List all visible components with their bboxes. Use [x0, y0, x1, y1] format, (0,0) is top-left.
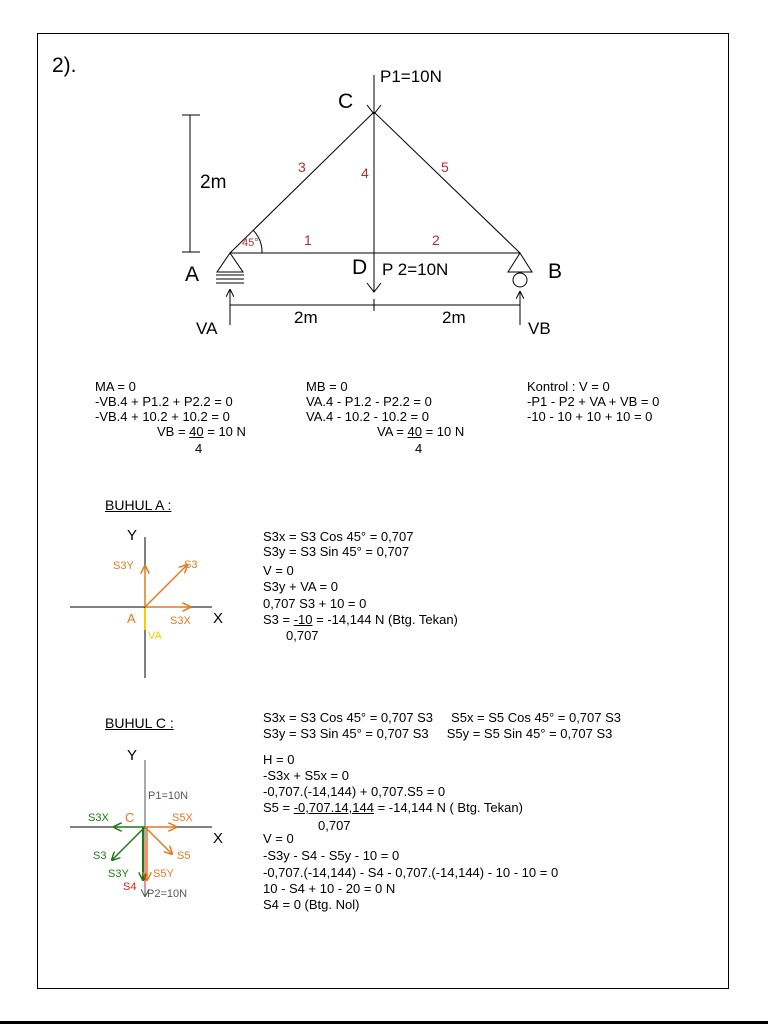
- height-label: 2m: [200, 172, 227, 193]
- joint-c-denominator: 0,707: [318, 818, 351, 833]
- joint-c-y-label: Y: [127, 747, 138, 764]
- joint-a-node-label: A: [127, 611, 136, 626]
- reaction-va-label: VA: [196, 319, 218, 338]
- moments-a-result: VB = 40 = 10 N: [157, 424, 246, 439]
- joint-c-eq-a2: S3y = S3 Sin 45° = 0,707 S3 S5y = S5 Sin 45° = 0,707 S3: [263, 726, 613, 741]
- joint-a-eq-1: S3x = S3 Cos 45° = 0,707: [263, 529, 414, 544]
- problem-number: 2).: [52, 54, 77, 77]
- joint-a-s3x-label: S3X: [170, 615, 191, 627]
- moments-b-denominator: 4: [415, 441, 423, 456]
- joint-a-eq-5: 0,707 S3 + 10 = 0: [263, 596, 367, 611]
- member-label-2: 2: [432, 232, 440, 248]
- joint-c-s5-result: S5 = -0,707.14,144 = -14,144 N ( Btg. Tekan): [263, 800, 523, 815]
- moments-a-line-2: -VB.4 + P1.2 + P2.2 = 0: [95, 394, 233, 409]
- member-label-3: 3: [298, 159, 306, 175]
- member-label-4: 4: [361, 165, 369, 181]
- load-p1-label: P1=10N: [380, 67, 442, 86]
- moments-b-result: VA = 40 = 10 N: [377, 424, 465, 439]
- control-line-3: -10 - 10 + 10 + 10 = 0: [527, 409, 653, 424]
- joint-c-eq-c4: 10 - S4 + 10 - 20 = 0 N: [263, 881, 396, 896]
- joint-c-title: BUHUL C :: [105, 715, 174, 731]
- joint-c-s3-arrow: [112, 827, 145, 860]
- joint-c-eq-b3: -0,707.(-14,144) + 0,707.S5 = 0: [263, 784, 446, 799]
- joint-a-diagram: [70, 527, 223, 678]
- load-p2-label: P 2=10N: [382, 260, 449, 279]
- member-5: [374, 112, 520, 253]
- joint-c-eq-b2: -S3x + S5x = 0: [263, 768, 349, 783]
- joint-c-p2-label: P2=10N: [147, 888, 188, 900]
- joint-c-s4-label: S4: [123, 881, 137, 893]
- joint-c-x-label: X: [213, 830, 224, 847]
- moments-b-line-2: VA.4 - P1.2 - P2.2 = 0: [306, 394, 432, 409]
- joint-c-s5y-label: S5Y: [153, 868, 174, 880]
- joint-c-s3x-label: S3X: [88, 812, 109, 824]
- control-line-1: Kontrol : V = 0: [527, 379, 610, 394]
- node-d-label: D: [352, 256, 368, 279]
- joint-c-s3y-label: S3Y: [108, 868, 129, 880]
- span-right-label: 2m: [442, 308, 466, 327]
- joint-a-s3-label: S3: [184, 559, 198, 571]
- moments-a-line-1: MA = 0: [95, 379, 136, 394]
- joint-c-s5x-label: S5X: [172, 812, 193, 824]
- joint-c-eq-c1: V = 0: [263, 831, 294, 846]
- member-label-5: 5: [441, 159, 449, 175]
- joint-c-eq-a1: S3x = S3 Cos 45° = 0,707 S3 S5x = S5 Cos 45° = 0,707 S3: [263, 710, 622, 725]
- moments-a-line-3: -VB.4 + 10.2 + 10.2 = 0: [95, 409, 230, 424]
- joint-c-eq-c2: -S3y - S4 - S5y - 10 = 0: [263, 848, 400, 863]
- joint-a-s3-arrow: [145, 565, 187, 607]
- node-a-label: A: [185, 263, 200, 286]
- joint-a-va-label: VA: [148, 630, 162, 642]
- support-b-wheel: [513, 273, 527, 287]
- joint-c-s5-arrow: [145, 827, 172, 854]
- joint-a-result: S3 = -10 = -14,144 N (Btg. Tekan): [263, 612, 458, 627]
- joint-c-node-label: C: [125, 810, 135, 825]
- joint-c-s5-label: S5: [177, 850, 191, 862]
- moments-b-line-3: VA.4 - 10.2 - 10.2 = 0: [306, 409, 429, 424]
- moments-a-denominator: 4: [195, 441, 203, 456]
- support-a-hinge: [217, 253, 243, 272]
- joint-a-x-label: X: [213, 610, 224, 627]
- joint-a-title: BUHUL A :: [105, 497, 172, 513]
- truss-diagram: [182, 67, 562, 338]
- span-left-label: 2m: [294, 308, 318, 327]
- joint-a-denominator: 0,707: [286, 628, 319, 643]
- member-label-1: 1: [304, 232, 312, 248]
- joint-a-s3y-label: S3Y: [113, 560, 134, 572]
- reaction-vb-label: VB: [528, 319, 551, 338]
- joint-c-eq-c3: -0,707.(-14,144) - S4 - 0,707.(-14,144) - 10 - 10 = 0: [263, 865, 559, 880]
- member-3: [230, 112, 374, 253]
- joint-c-diagram: [70, 747, 223, 900]
- support-b-roller: [508, 253, 532, 272]
- joint-c-s3-label: S3: [93, 850, 107, 862]
- joint-c-p1-label: P1=10N: [148, 790, 189, 802]
- joint-a-eq-4: S3y + VA = 0: [263, 579, 338, 594]
- node-b-label: B: [548, 260, 563, 283]
- node-c-label: C: [338, 90, 354, 113]
- joint-a-y-label: Y: [127, 527, 138, 544]
- angle-label: 45°: [242, 237, 259, 249]
- joint-c-eq-b1: H = 0: [263, 752, 295, 767]
- joint-a-eq-2: S3y = S3 Sin 45° = 0,707: [263, 544, 410, 559]
- control-line-2: -P1 - P2 + VA + VB = 0: [527, 394, 660, 409]
- joint-c-eq-c5: S4 = 0 (Btg. Nol): [263, 897, 360, 912]
- moments-b-line-1: MB = 0: [306, 379, 348, 394]
- joint-a-eq-3: V = 0: [263, 563, 294, 578]
